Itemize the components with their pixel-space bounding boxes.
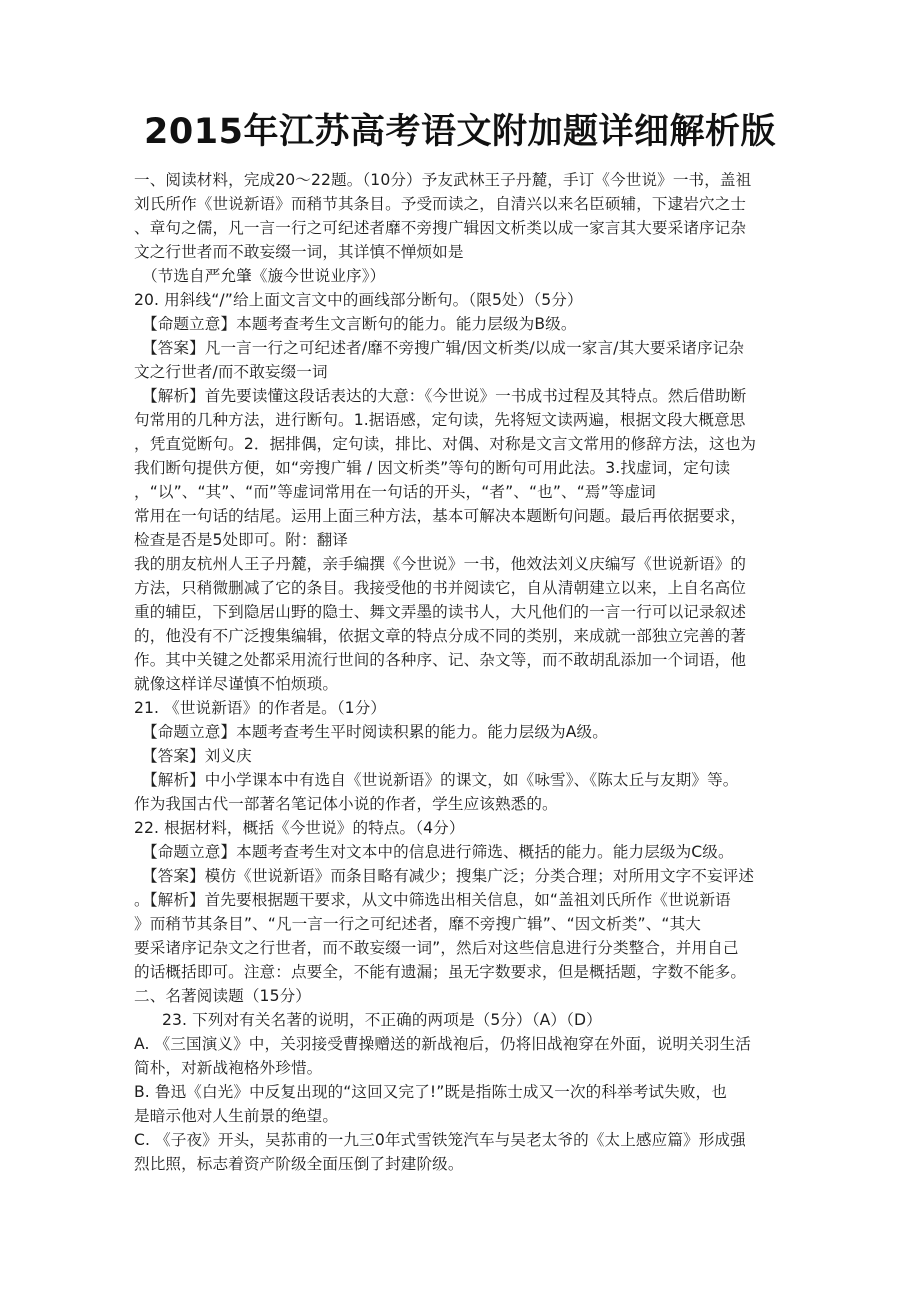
text-line: 20. 用斜线“/”给上面文言文中的画线部分断句。（限5处）（5分） [134, 291, 583, 309]
text-line: ，凭直觉断句。2．据排偶，定句读，排比、对偶、对称是文言文常用的修辞方法，这也为 [134, 435, 757, 453]
text-line: 重的辅臣，下到隐居山野的隐士、舞文弄墨的读书人，大凡他们的一言一行可以记录叙述 [134, 603, 747, 621]
text-line: 【命题立意】本题考查考生对文本中的信息进行筛选、概括的能力。能力层级为C级。 [142, 843, 734, 861]
text-line: 句常用的几种方法，进行断句。1.据语感，定句读，先将短文读两遍，根据文段大概意思 [134, 411, 746, 429]
text-line: 作。其中关键之处都采用流行世间的各种序、记、杂文等，而不敢胡乱添加一个词语，他 [134, 651, 747, 669]
text-line: 刘氏所作《世说新语》而稍节其条目。予受而读之，自清兴以来名臣硕辅，下逮岩穴之士 [134, 195, 747, 213]
text-line: 就像这样详尽谨慎不怕烦琐。 [134, 675, 339, 693]
text-line: ，“以”、“其”、“而”等虚词常用在一句话的开头，“者”、“也”、“焉”等虚词 [134, 483, 656, 501]
text-line: 二、名著阅读题（15分） [134, 987, 311, 1005]
text-line: 简朴，对新战袍格外珍惜。 [134, 1059, 323, 1077]
text-line: A. 《三国演义》中，关羽接受曹操赠送的新战袍后，仍将旧战袍穿在外面，说明关羽生活 [134, 1035, 751, 1053]
text-line: 。【解析】首先要根据题干要求，从文中筛选出相关信息，如“盖祖刘氏所作《世说新语 [134, 891, 731, 909]
text-line: 的，他没有不广泛搜集编辑，依据文章的特点分成不同的类别，来成就一部独立完善的著 [134, 627, 747, 645]
text-line: （节选自严允肇《旇今世说业序》） [142, 267, 386, 285]
text-line: 》而稍节其条目”、“凡一言一行之可纪述者，靡不旁搜广辑”、“因文析类”、“其大 [134, 915, 701, 933]
text-line: B. 鲁迅《白光》中反复出现的“这回又完了!”既是指陈士成又一次的科举考试失败，也 [134, 1083, 727, 1101]
text-line: 常用在一句话的结尾。运用上面三种方法，基本可解决本题断句问题。最后再依据要求， [134, 507, 747, 525]
text-line: 是暗示他对人生前景的绝望。 [134, 1107, 339, 1125]
text-line: 我的朋友杭州人王子丹麓，亲手编撰《今世说》一书，他效法刘义庆编写《世说新语》的 [134, 555, 747, 573]
text-line: 烈比照，标志着资产阶级全面压倒了封建阶级。 [134, 1155, 464, 1173]
text-line: 【答案】凡一言一行之可纪述者/靡不旁搜广辑/因文析类/以成一家言/其大要采诸序记杂 [142, 339, 745, 357]
text-line: 、章句之儒，凡一言一行之可纪述者靡不旁搜广辑因文析类以成一家言其大要采诸序记杂 [134, 219, 747, 237]
text-line: 我们断句提供方便，如“旁搜广辑 / 因文析类”等句的断句可用此法。3.找虚词，定句读 [134, 459, 731, 477]
text-line: 【命题立意】本题考查考生平时阅读积累的能力。能力层级为A级。 [142, 723, 608, 741]
text-line: 【解析】首先要读懂这段话表达的大意：《今世说》一书成书过程及其特点。然后借助断 [142, 387, 747, 405]
text-line: C. 《子夜》开头，吴荪甫的一九三0年式雪铁笼汽车与吴老太爷的《太上感应篇》形成强 [134, 1131, 746, 1149]
text-line: 【解析】中小学课本中有选自《世说新语》的课文，如《咏雪》、《陈太丘与友期》等。 [142, 771, 739, 789]
text-line: 文之行世者而不敢妄缀一词，其详慎不惮烦如是 [134, 243, 464, 261]
text-line: 一、阅读材料，完成20～22题。（10分）予友武林王子丹麓，手订《今世说》一书，盖祖 [134, 171, 752, 189]
text-line: 【命题立意】本题考查考生文言断句的能力。能力层级为B级。 [142, 315, 577, 333]
text-line: 文之行世者/而不敢妄缀一词 [134, 363, 328, 381]
document-title: 2015年江苏高考语文附加题详细解析版 [144, 112, 776, 152]
text-line: 【答案】刘义庆 [142, 747, 252, 765]
document-body [134, 168, 794, 1176]
text-line: 【答案】模仿《世说新语》而条目略有减少；搜集广泛；分类合理；对所用文字不妄评述 [142, 867, 755, 885]
text-line: 要采诸序记杂文之行世者，而不敢妄缀一词”，然后对这些信息进行分类整合，并用自己 [134, 939, 739, 957]
text-line: 22. 根据材料，概括《今世说》的特点。（4分） [134, 819, 465, 837]
text-line: 23. 下列对有关名著的说明，不正确的两项是（5分）（A）（D） [162, 1011, 602, 1029]
text-line: 方法，只稍微删减了它的条目。我接受他的书并阅读它，自从清朝建立以来，上自名高位 [134, 579, 747, 597]
text-line: 作为我国古代一部著名笔记体小说的作者，学生应该熟悉的。 [134, 795, 558, 813]
text-line: 的话概括即可。注意：点要全，不能有遗漏；虽无字数要求，但是概括题，字数不能多。 [134, 963, 747, 981]
text-line: 21. 《世说新语》的作者是。（1分） [134, 699, 387, 717]
text-line: 检查是否是5处即可。附：翻译 [134, 531, 349, 549]
